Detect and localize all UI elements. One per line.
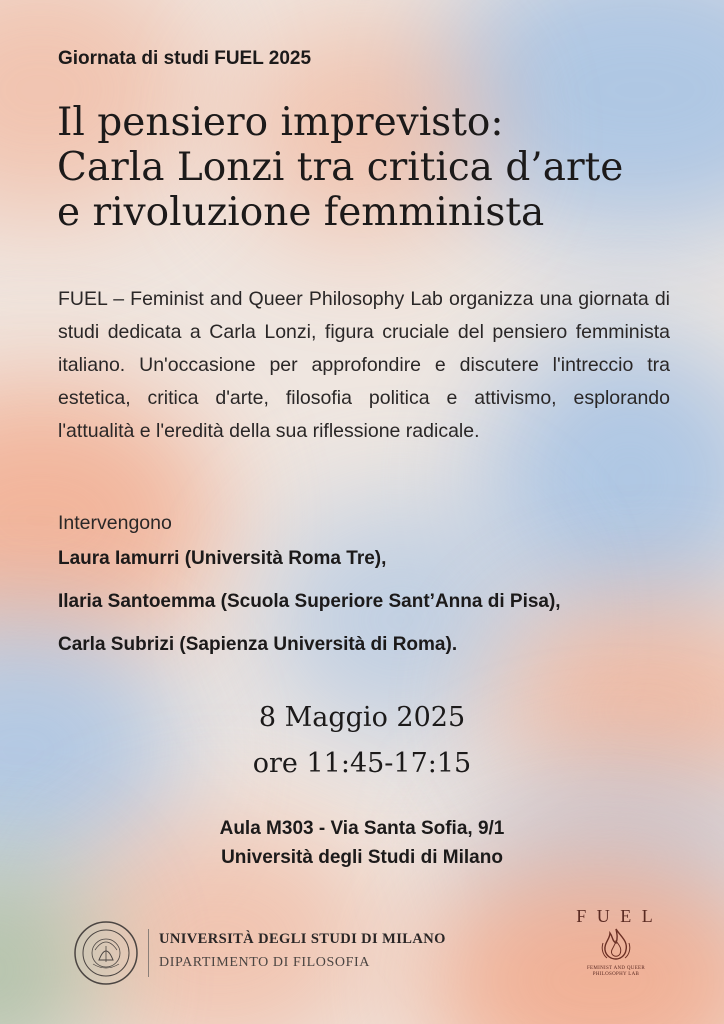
fuel-logo-wordmark: F U E L — [576, 906, 656, 926]
title-line: Il pensiero imprevisto: — [57, 100, 504, 145]
speaker-item: Carla Subrizi (Sapienza Università di Roma). — [58, 634, 458, 655]
fuel-lab-logo — [570, 906, 662, 978]
title-line: e rivoluzione femminista — [57, 190, 545, 235]
fuel-logo-subtitle: FEMINIST AND QUEER — [586, 966, 646, 971]
department-name: DIPARTIMENTO DI FILOSOFIA — [159, 955, 370, 970]
university-seal-logo — [73, 920, 139, 986]
event-description: FUEL – Feminist and Queer Philosophy Lab organizza una giornata di studi dedicata a Carla Lonzi, figura cruciale del pensiero femminista italiano. Un'occasione per approfondire e discutere l'intreccio tra estetica, critica d'arte, filosofia politica e attivismo, esplorando l'attualità e l'eredità della sua riflessione radicale. — [58, 288, 670, 442]
event-venue-university: Università degli Studi di Milano — [221, 847, 503, 868]
fuel-logo-subtitle: PHILOSOPHY LAB — [592, 972, 640, 977]
logo-divider — [148, 929, 149, 977]
speaker-item: Ilaria Santoemma (Scuola Superiore Sant’Anna di Pisa), — [58, 591, 561, 612]
speaker-item: Laura Iamurri (Università Roma Tre), — [58, 548, 387, 569]
flame-icon — [597, 927, 635, 961]
event-title — [57, 100, 697, 235]
university-name: UNIVERSITÀ DEGLI STUDI DI MILANO — [159, 931, 446, 947]
event-date: 8 Maggio 2025 — [258, 702, 466, 733]
event-venue-room: Aula M303 - Via Santa Sofia, 9/1 — [219, 818, 505, 839]
event-kicker: Giornata di studi FUEL 2025 — [58, 48, 312, 69]
title-line: Carla Lonzi tra critica d’arte — [57, 145, 624, 190]
speakers-label: Intervengono — [58, 512, 172, 534]
event-time: ore 11:45-17:15 — [252, 748, 472, 779]
